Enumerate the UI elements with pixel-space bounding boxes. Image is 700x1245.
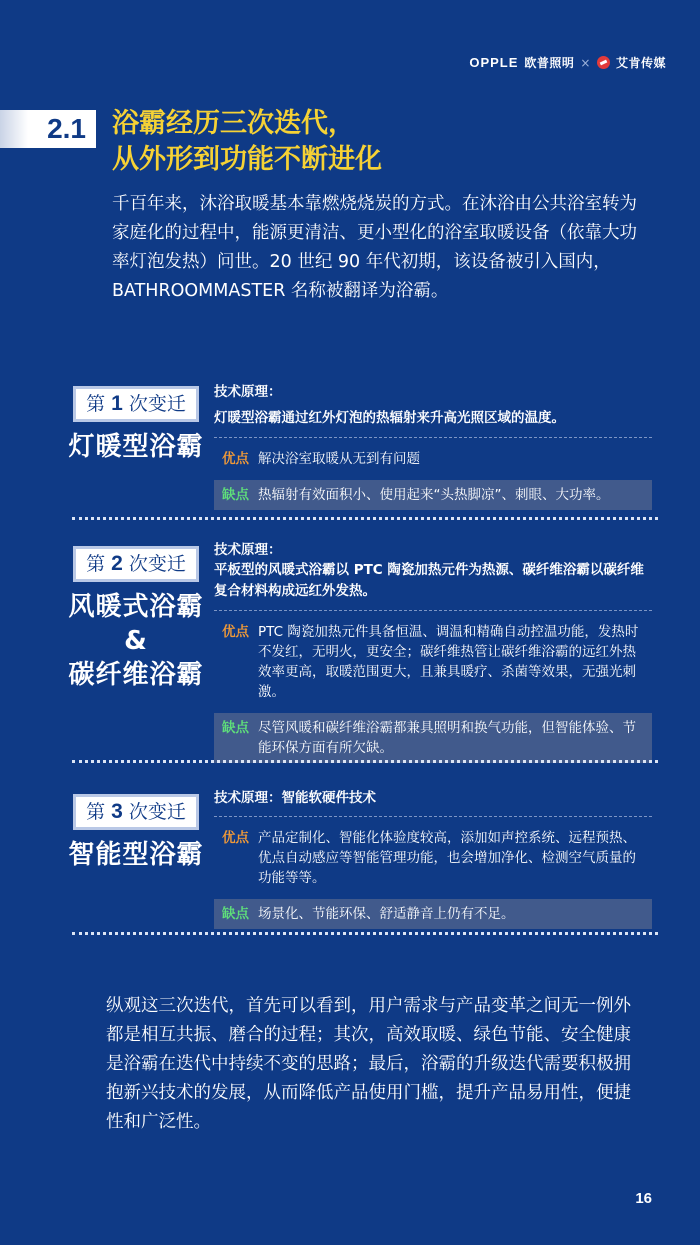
badge-number: 2 [111,552,123,575]
tech-label: 技术原理：智能软硬件技术 [214,790,376,806]
con-row [214,899,652,929]
stage-1-badge [73,386,199,422]
con-tag: 缺点 [222,487,249,503]
con-text: 尽管风暖和碳纤维浴霸都兼具照明和换气功能，但智能体验、节能环保方面有所欠缺。 [258,720,636,756]
conclusion-paragraph: 纵观这三次迭代，首先可以看到，用户需求与产品变革之间无一例外都是相互共振、磨合的过程；其次，高效取暖、绿色节能、安全健康是浴霸在迭代中持续不变的思路；最后，浴霸的升级迭代需要积极拥抱新兴技术的发展，从而降低产品使用门槛，提升产品易用性，便捷性和广泛性。 [106,996,631,1132]
dashed-divider [214,610,652,611]
dotted-separator [72,517,658,520]
badge-number: 3 [111,800,123,823]
partner-logo-icon [597,56,610,69]
pro-tag: 优点 [222,624,249,640]
pro-text: PTC 陶瓷加热元件具备恒温、调温和精确自动控温功能，发热时不发红，无明火，更安全；碳纤维热管让碳纤维浴霸的远红外热效率更高，取暖范围更大，且兼具暖疗、杀菌等效果，无强光刺激。 [258,624,639,700]
badge-prefix: 第 [86,393,106,415]
con-text: 热辐射有效面积小、使用起来“头热脚凉”、刺眼、大功率。 [258,487,610,503]
badge-prefix: 第 [86,553,106,575]
stage-2-title [62,590,210,692]
stage-title-line: & [124,626,148,656]
opple-cn-name: 欧普照明 [524,56,575,70]
dashed-divider [214,437,652,438]
stage-2-badge [73,546,199,582]
tech-text: 灯暖型浴霸通过红外灯泡的热辐射来升高光照区域的温度。 [214,410,565,426]
stage-2-details [214,540,652,763]
badge-suffix: 次变迁 [128,553,186,575]
page-number: 16 [635,1190,652,1207]
stage-title-line: 智能型浴霸 [68,840,204,870]
intro-paragraph: 千百年来，沐浴取暖基本靠燃烧烧炭的方式。在沐浴由公共浴室转为家庭化的过程中，能源更清洁、更小型化的浴室取暖设备（依靠大功率灯泡发热）问世。20 世纪 90 年代初期，该设备被引入国内，BATHROOMMASTER 名称被翻译为浴霸。 [112,194,637,301]
opple-logo: OPPLE [469,55,519,70]
dotted-separator [72,932,658,935]
pro-row [214,823,652,893]
heading-line-2: 从外形到功能不断进化 [112,144,382,175]
stage-3-details [214,788,652,929]
dotted-separator [72,760,658,763]
partner-name: 艾肯传媒 [615,56,666,70]
badge-number: 1 [111,392,123,415]
section-number: 2.1 [47,113,86,144]
tech-text: 平板型的风暖式浴霸以 PTC 陶瓷加热元件为热源、碳纤维浴霸以碳纤维复合材料构成远红外发热。 [214,562,644,599]
tech-label: 技术原理： [214,384,282,400]
section-number-tab [0,110,96,148]
section-heading [112,106,382,178]
stage-1-label [62,386,210,464]
stage-3-badge [73,794,199,830]
heading-line-1: 浴霸经历三次迭代， [112,108,355,139]
pro-tag: 优点 [222,830,249,846]
stage-3-label [62,794,210,872]
tech-label: 技术原理： [214,542,282,558]
brand-header [469,54,666,71]
dashed-divider [214,816,652,817]
pro-text: 解决浴室取暖从无到有问题 [258,451,420,467]
pro-row [214,617,652,707]
brand-separator: × [580,55,591,70]
con-text: 场景化、节能环保、舒适静音上仍有不足。 [258,906,515,922]
stage-title-line: 碳纤维浴霸 [68,660,204,690]
badge-suffix: 次变迁 [128,393,186,415]
pro-tag: 优点 [222,451,249,467]
pro-text: 产品定制化、智能化体验度较高，添加如声控系统、远程预热、优点自动感应等智能管理功能，也会增加净化、检测空气质量的功能等等。 [258,830,636,886]
pro-row [214,444,652,474]
con-row [214,713,652,763]
badge-suffix: 次变迁 [128,801,186,823]
stage-2-label [62,546,210,692]
con-row [214,480,652,510]
con-tag: 缺点 [222,720,249,736]
con-tag: 缺点 [222,906,249,922]
stage-title-line: 灯暖型浴霸 [68,432,204,462]
stage-1-details [214,382,652,510]
stage-title-line: 风暖式浴霸 [68,592,204,622]
stage-3-title [62,838,210,872]
badge-prefix: 第 [86,801,106,823]
stage-1-title [62,430,210,464]
